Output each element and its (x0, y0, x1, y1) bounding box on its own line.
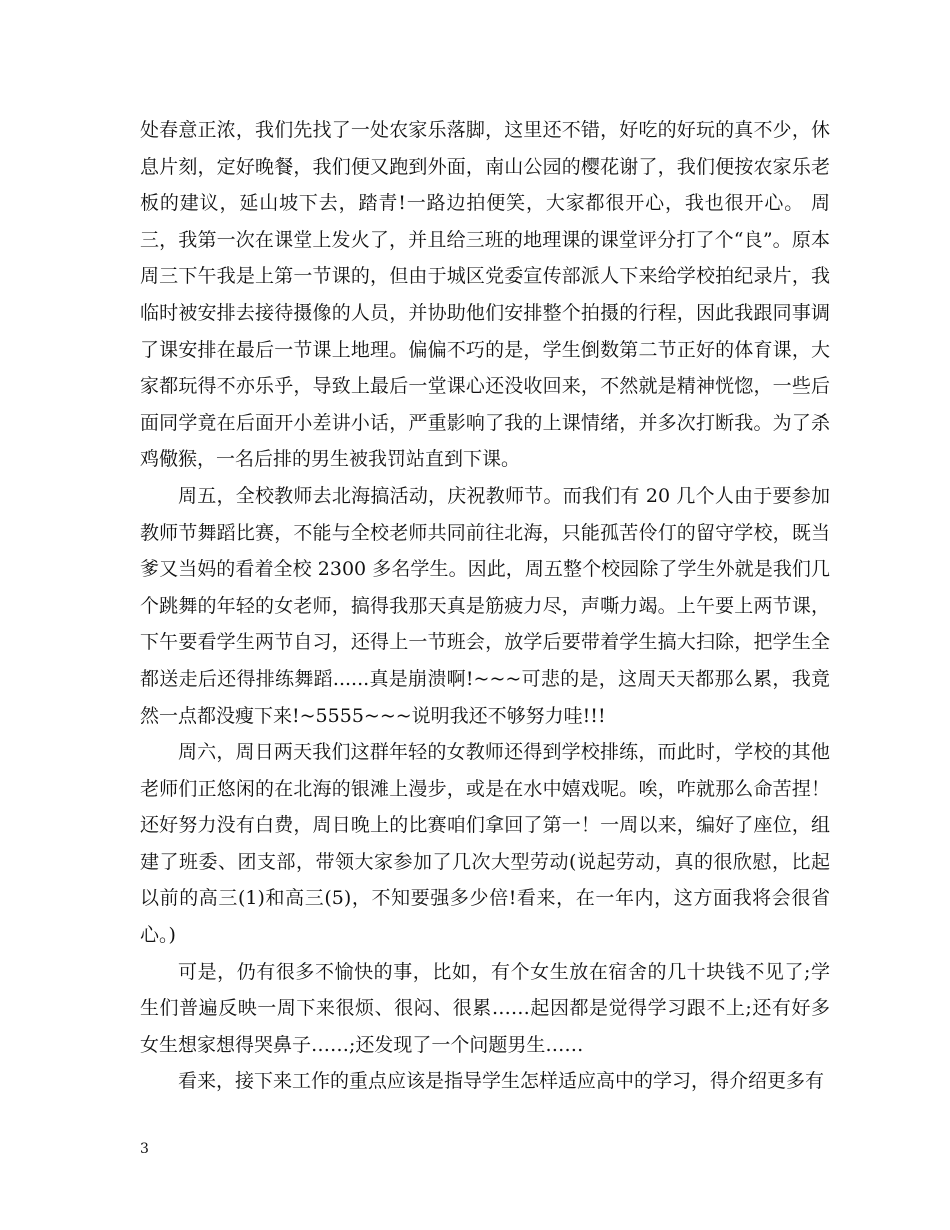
document-body (140, 112, 830, 1100)
paragraph-1: 处春意正浓，我们先找了一处农家乐落脚，这里还不错，好吃的好玩的真不少，休息片刻，定好晚餐，我们便又跑到外面，南山公园的樱花谢了，我们便按农家乐老板的建议，延山坡下去，踏青!一路边拍便笑，大家都很开心，我也很开心。 周三，我第一次在课堂上发火了，并且给三班的地理课的课堂评分打了个“良”。原本周三下午我是上第一节课的，但由于城区党委宣传部派人下来给学校拍纪录片，我临时被安排去接待摄像的人员，并协助他们安排整个拍摄的行程，因此我跟同事调了课安排在最后一节课上地理。偏偏不巧的是，学生倒数第二节正好的体育课，大家都玩得不亦乐乎，导致上最后一堂课心还没收回来，不然就是精神恍惚，一些后面同学竟在后面开小差讲小话，严重影响了我的上课情绪，并多次打断我。为了杀鸡儆猴，一名后排的男生被我罚站直到下课。 (140, 119, 830, 471)
page-number: 3 (140, 1141, 149, 1157)
paragraph-2: 周五，全校教师去北海搞活动，庆祝教师节。而我们有 20 几个人由于要参加教师节舞蹈比赛，不能与全校老师共同前往北海，只能孤苦伶仃的留守学校，既当爹又当妈的看着全校 2300 多名学生。因此，周五整个校园除了学生外就是我们几个跳舞的年轻的女老师，搞得我那天真是筋疲力尽，声嘶力竭。上午要上两节课，下午要看学生两节自习，还得上一节班会，放学后要带着学生搞大扫除，把学生全都送走后还得排练舞蹈......真是崩溃啊!~~~可悲的是，这周天天都那么累，我竟然一点都没瘦下来!~5555~~~说明我还不够努力哇!!! (140, 484, 830, 727)
paragraph-4: 可是，仍有很多不愉快的事，比如，有个女生放在宿舍的几十块钱不见了;学生们普遍反映一周下来很烦、很闷、很累……起因都是觉得学习跟不上;还有好多女生想家想得哭鼻子……;还发现了一个问题男生…… (140, 960, 830, 1056)
paragraph-3: 周六，周日两天我们这群年轻的女教师还得到学校排练，而此时，学校的其他老师们正悠闲的在北海的银滩上漫步，或是在水中嬉戏呢。唉，咋就那么命苦捏！还好努力没有白费，周日晚上的比赛咱们拿回了第一！一周以来，编好了座位，组建了班委、团支部，带领大家参加了几次大型劳动(说起劳动，真的很欣慰，比起以前的高三(1)和高三(5)，不知要强多少倍!看来，在一年内，这方面我将会很省心。) (140, 741, 830, 947)
paragraph-5: 看来，接下来工作的重点应该是指导学生怎样适应高中的学习，得介绍更多有 (178, 1070, 825, 1093)
